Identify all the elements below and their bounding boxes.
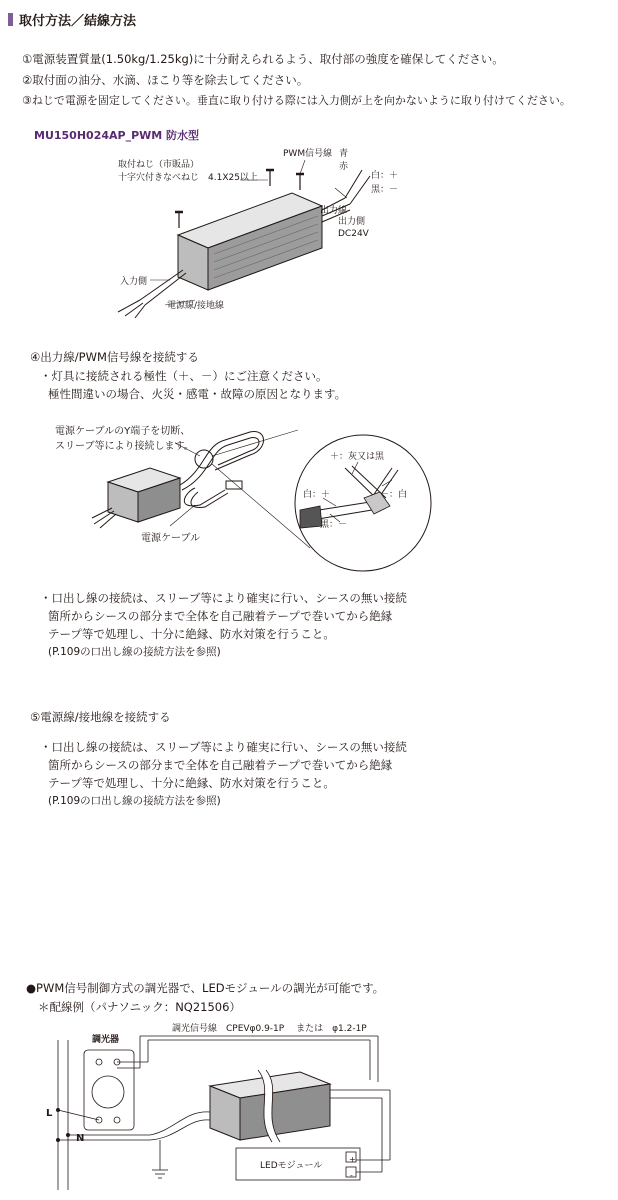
pwm-line-label: PWM信号線 — [283, 149, 333, 159]
plus-gray-label: ＋：灰又は黒 — [330, 452, 385, 462]
wiring-diagram — [0, 1030, 618, 1200]
cut-note-1: 電源ケーブルのY端子を切断、 — [55, 426, 191, 437]
signal-line-label: 調光信号線 CPEVφ0.9-1P または φ1.2-1P — [172, 1024, 367, 1034]
step-1: ①電源装置質量(1.50kg/1.25kg)に十分耐えられるよう、取付部の強度を確保してください。 — [22, 52, 504, 66]
white-plus-label: 白：＋ — [371, 171, 399, 181]
step-4-note-1: ・灯具に接続される極性（＋、－）にご注意ください。 — [40, 369, 328, 383]
note-a-line-1: ・口出し線の接続は、スリーブ等により確実に行い、シースの無い接続 — [40, 591, 407, 605]
red-label: 赤 — [339, 162, 349, 172]
model-name: MU150H024AP_PWM 防水型 — [34, 129, 200, 142]
step-4-note-2: 極性間違いの場合、火災・感電・故障の原因となります。 — [48, 387, 347, 401]
section-header — [8, 10, 136, 29]
pwm-title: ●PWM信号制御方式の調光器で、LEDモジュールの調光が可能です。 — [26, 981, 385, 995]
screw-note-2: 十字穴付きなべねじ 4.1X25以上 — [118, 173, 258, 183]
minus-white-label: －：白 — [380, 490, 408, 500]
step-4-title: ④出力線/PWM信号線を接続する — [30, 350, 199, 364]
led-plus: + — [349, 1155, 356, 1164]
mounting-diagram — [0, 140, 618, 320]
led-minus: - — [350, 1171, 353, 1180]
led-module-label: LEDモジュール — [260, 1161, 323, 1171]
cable-label: 電源ケーブル — [141, 533, 201, 544]
step-3: ③ねじで電源を固定してください。垂直に取り付ける際には入力側が上を向かないように取り付けてください。 — [22, 94, 571, 107]
output-line-label: 出力線 — [320, 206, 348, 216]
note-a-line-3: テープ等で処理し、十分に絶縁、防水対策を行うこと。 — [48, 627, 335, 641]
note-b-line-2: 箇所からシースの部分まで全体を自己融着テープで巻いてから絶縁 — [48, 758, 393, 772]
screw-note-1: 取付ねじ（市販品） — [118, 160, 200, 170]
white-plus-label-2: 白：＋ — [303, 490, 331, 500]
black-minus-label-2: 黒：－ — [320, 520, 348, 530]
cut-note-2: スリーブ等により接続します。 — [55, 441, 194, 452]
line-N: N — [76, 1133, 85, 1144]
pwm-example: ＊配線例（パナソニック：NQ21506） — [38, 1000, 241, 1014]
step-2: ②取付面の油分、水滴、ほこり等を除去してください。 — [22, 73, 309, 87]
note-b-line-4: (P.109の口出し線の接続方法を参照) — [48, 795, 221, 807]
output-side-label: 出力側 — [338, 217, 366, 227]
black-minus-label: 黒：－ — [371, 185, 399, 195]
header-bar — [8, 13, 13, 26]
note-b-line-3: テープ等で処理し、十分に絶縁、防水対策を行うこと。 — [48, 776, 335, 790]
dimmer-label: 調光器 — [92, 1035, 120, 1045]
step-5-title: ⑤電源線/接地線を接続する — [30, 710, 171, 724]
note-a-line-2: 箇所からシースの部分まで全体を自己融着テープで巻いてから絶縁 — [48, 609, 393, 623]
power-ground-label: 電源線/接地線 — [167, 301, 225, 311]
line-L: L — [46, 1108, 53, 1119]
dc-label: DC24V — [338, 229, 369, 239]
blue-label: 青 — [339, 149, 349, 159]
note-b-line-1: ・口出し線の接続は、スリーブ等により確実に行い、シースの無い接続 — [40, 740, 407, 754]
note-a-line-4: (P.109の口出し線の接続方法を参照) — [48, 646, 221, 658]
input-side-label: 入力側 — [120, 277, 148, 287]
section-title: 取付方法／結線方法 — [19, 14, 137, 29]
